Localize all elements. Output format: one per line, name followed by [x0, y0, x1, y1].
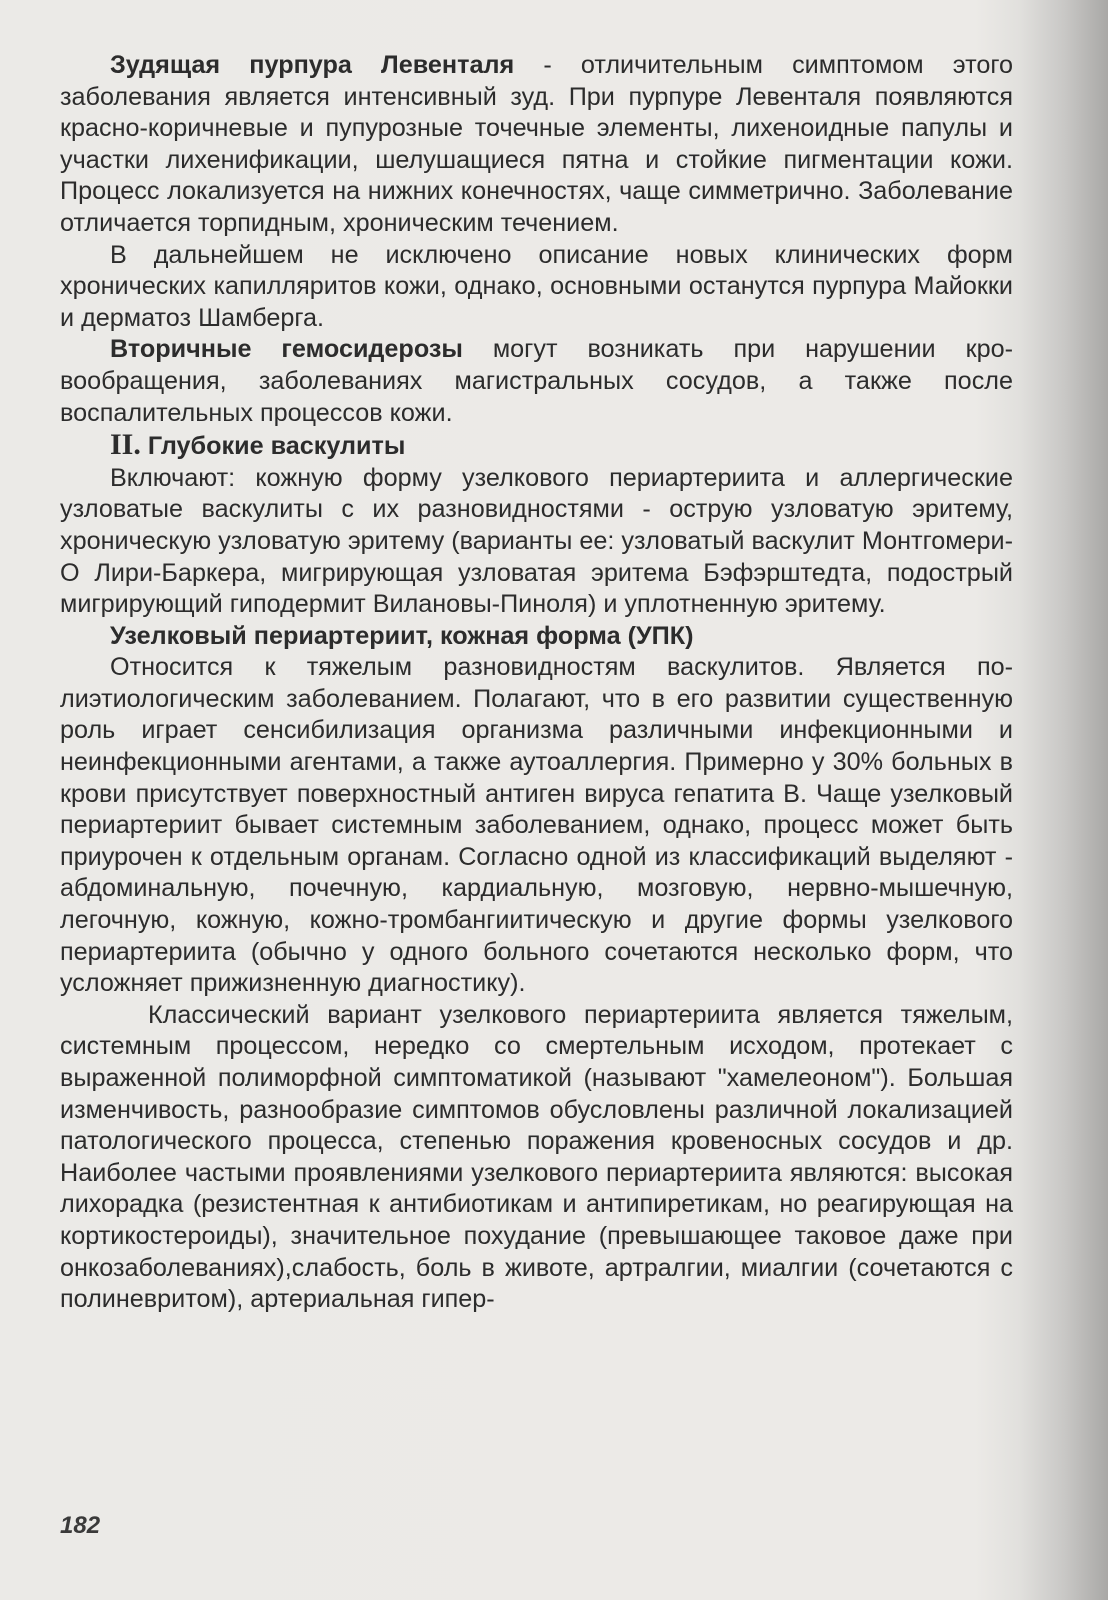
- paragraph-classic-variant: Классический вариант узелкового периартериита является тяжелым, системным процессом, нередко со смертельным исходом, протекает с выраженной полиморфной симптоматикой (называют "хамелеоном"). Большая изменчивость, разнообразие симптомов обусловлены различной локализацией патологического процесса, степенью поражения кровеносных сосудов и др. Наиболее частыми проявлениями узелкового периартериита являются: высокая лихорадка (резистентная к антибиотикам и антипиретикам, но реагирующая на кортикостероиды), значительное похудание (превышающее таковое даже при онкозаболеваниях),слабость, боль в животе, артралгии, миалгии (сочетаются с полиневритом), артериальная гипер-: [60, 1000, 1013, 1314]
- paragraph-secondary-hemosiderosis: [60, 334, 1013, 429]
- paragraph-chronic-capillaritis: В дальнейшем не исключено описание новых клинических форм хронических капилляритов кожи, однако, основными останутся пурпура Майокки и дерматоз Шамберга.: [60, 240, 1013, 332]
- paragraph-nodular-periarteritis: Относится к тяжелым разновидностям васкулитов. Является полиэтиологическим заболеванием. Полагают, что в его развитии существенную роль играет сенсибилизация организма различными инфекционными и неинфекционными агентами, а также аутоаллергия. Примерно у 30% больных в крови присутствует поверхностный антиген вируса гепатита В. Чаще узелковый периартериит бывает системным заболеванием, однако, процесс может быть приурочен к отдельным органам. Согласно одной из классификаций выделяют - абдоминальную, почечную, кардиальную, мозговую, нервно-мышечную, легочную, кожную, кожно-тромбангиитическую и другие формы узелкового периартериита (обычно у одного больного сочетаются несколько форм, что усложняет прижизненную диагностику).: [60, 653, 1013, 998]
- section-numeral: II.: [110, 428, 141, 462]
- paragraph-text: - отличительным симптомом этого заболевания является интенсивный зуд. При пурпуре Левенталя появляются красно-коричневые и пупурозные точечные элементы, лихеноидные папулы и участки лихенификации, шелушащиеся пятна и стойкие пигментации кожи. Процесс локализуется на нижних конечностях, чаще симметрично. Заболевание отличается торпидным, хроническим течением.: [60, 51, 1013, 237]
- page-body-text: [60, 50, 1013, 1316]
- subheading-nodular-periarteritis: Узелковый периартериит, кожная форма (УПК): [110, 621, 694, 650]
- section-title: Глубокие васкулиты: [147, 432, 406, 461]
- paragraph-deep-vasculitis-includes: Включают: кожную форму узелкового периартериита и аллергические узловатые васкулиты с их разновидностями - острую узловатую эритему, хроническую узловатую эритему (варианты ее: узловатый васкулит Монтгомери-О Лири-Баркера, мигрирующая узловатая эритема Бэфэрштедта, подострый мигрирующий гиподермит Вилановы-Пиноля) и уплотненную эритему.: [60, 463, 1013, 619]
- term-secondary-hemosiderosis: Вторичные гемосидерозы: [110, 335, 463, 364]
- term-leventhal-purpura: Зудящая пурпура Левенталя: [110, 51, 515, 79]
- paragraph-text: могут возникать при нарушении кровообращения, заболеваниях магистральных сосудов, а также после воспалительных процессов кожи.: [60, 335, 1013, 427]
- section-heading-deep-vasculitis: [60, 429, 1013, 463]
- page-number: 182: [60, 1512, 101, 1539]
- paragraph-leventhal-purpura: [60, 50, 1013, 240]
